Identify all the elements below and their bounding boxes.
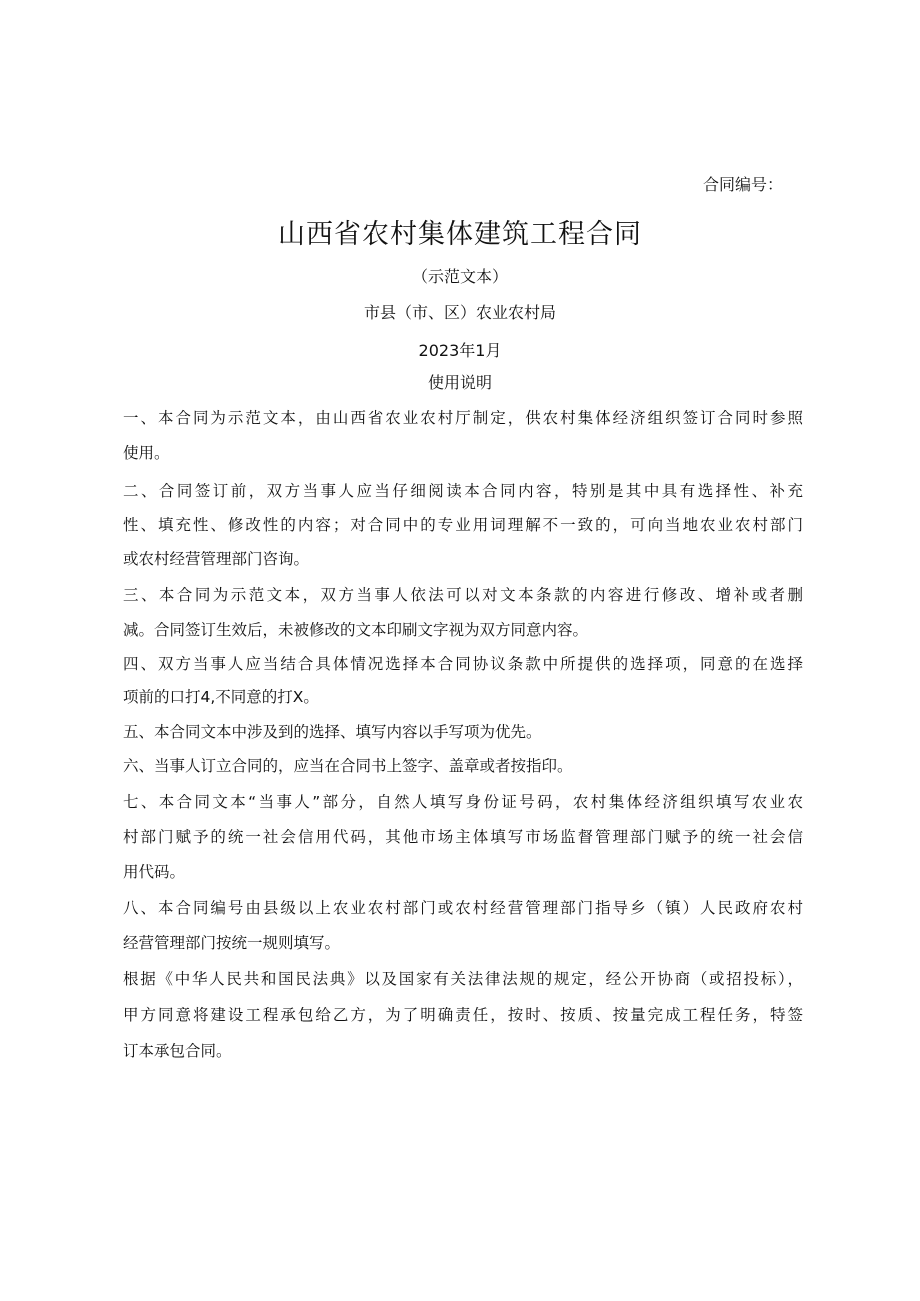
instruction-line: 一、本合同为示范文本，由山西省农业农村厅制定，供农村集体经济组织签订合同时参照 xyxy=(123,409,803,427)
instruction-line: 七、本合同文本“当事人”部分，自然人填写身份证号码，农村集体经济组织填写农业农 xyxy=(123,793,803,811)
instructions-heading: 使用说明 xyxy=(427,373,492,392)
instruction-line: 二、合同签订前，双方当事人应当仔细阅读本合同内容，特别是其中具有选择性、补充 xyxy=(123,482,803,500)
instruction-line: 减。合同签订生效后，未被修改的文本印刷文字视为双方同意内容。 xyxy=(123,621,589,639)
document-title: 山西省农村集体建筑工程合同 xyxy=(278,219,642,250)
contract-number-label: 合同编号： xyxy=(702,175,783,194)
instruction-line: 村部门赋予的统一社会信用代码，其他市场主体填写市场监督管理部门赋予的统一社会信 xyxy=(123,828,803,846)
instruction-line: 八、本合同编号由县级以上农业农村部门或农村经营管理部门指导乡（镇）人民政府农村 xyxy=(123,899,803,917)
instruction-line: 经营管理部门按统一规则填写。 xyxy=(123,934,341,952)
preamble-line: 根据《中华人民共和国民法典》以及国家有关法律法规的规定，经公开协商（或招投标）， xyxy=(123,970,803,988)
instruction-line: 三、本合同为示范文本，双方当事人依法可以对文本条款的内容进行修改、增补或者删 xyxy=(123,586,803,604)
document-subtitle: （示范文本） xyxy=(411,267,508,286)
instruction-line: 用代码。 xyxy=(123,863,186,881)
instruction-line: 四、双方当事人应当结合具体情况选择本合同协议条款中所提供的选择项，同意的在选择 xyxy=(123,655,803,673)
preamble-line: 订本承包合同。 xyxy=(123,1042,232,1060)
instruction-line: 性、填充性、修改性的内容；对合同中的专业用词理解不一致的，可向当地农业农村部门 xyxy=(123,516,803,534)
instruction-line: 项前的口打4,不同意的打X。 xyxy=(123,688,319,706)
issue-date: 2023年1月 xyxy=(418,341,502,360)
issuing-authority: 市县（市、区）农业农村局 xyxy=(363,303,556,322)
instruction-line: 使用。 xyxy=(123,444,170,462)
preamble-line: 甲方同意将建设工程承包给乙方，为了明确责任，按时、按质、按量完成工程任务，特签 xyxy=(123,1006,803,1024)
instruction-line: 五、本合同文本中涉及到的选择、填写内容以手写项为优先。 xyxy=(123,723,542,741)
instruction-line: 六、当事人订立合同的，应当在合同书上签字、盖章或者按指印。 xyxy=(123,757,573,775)
instruction-line: 或农村经营管理部门咨询。 xyxy=(123,550,310,568)
